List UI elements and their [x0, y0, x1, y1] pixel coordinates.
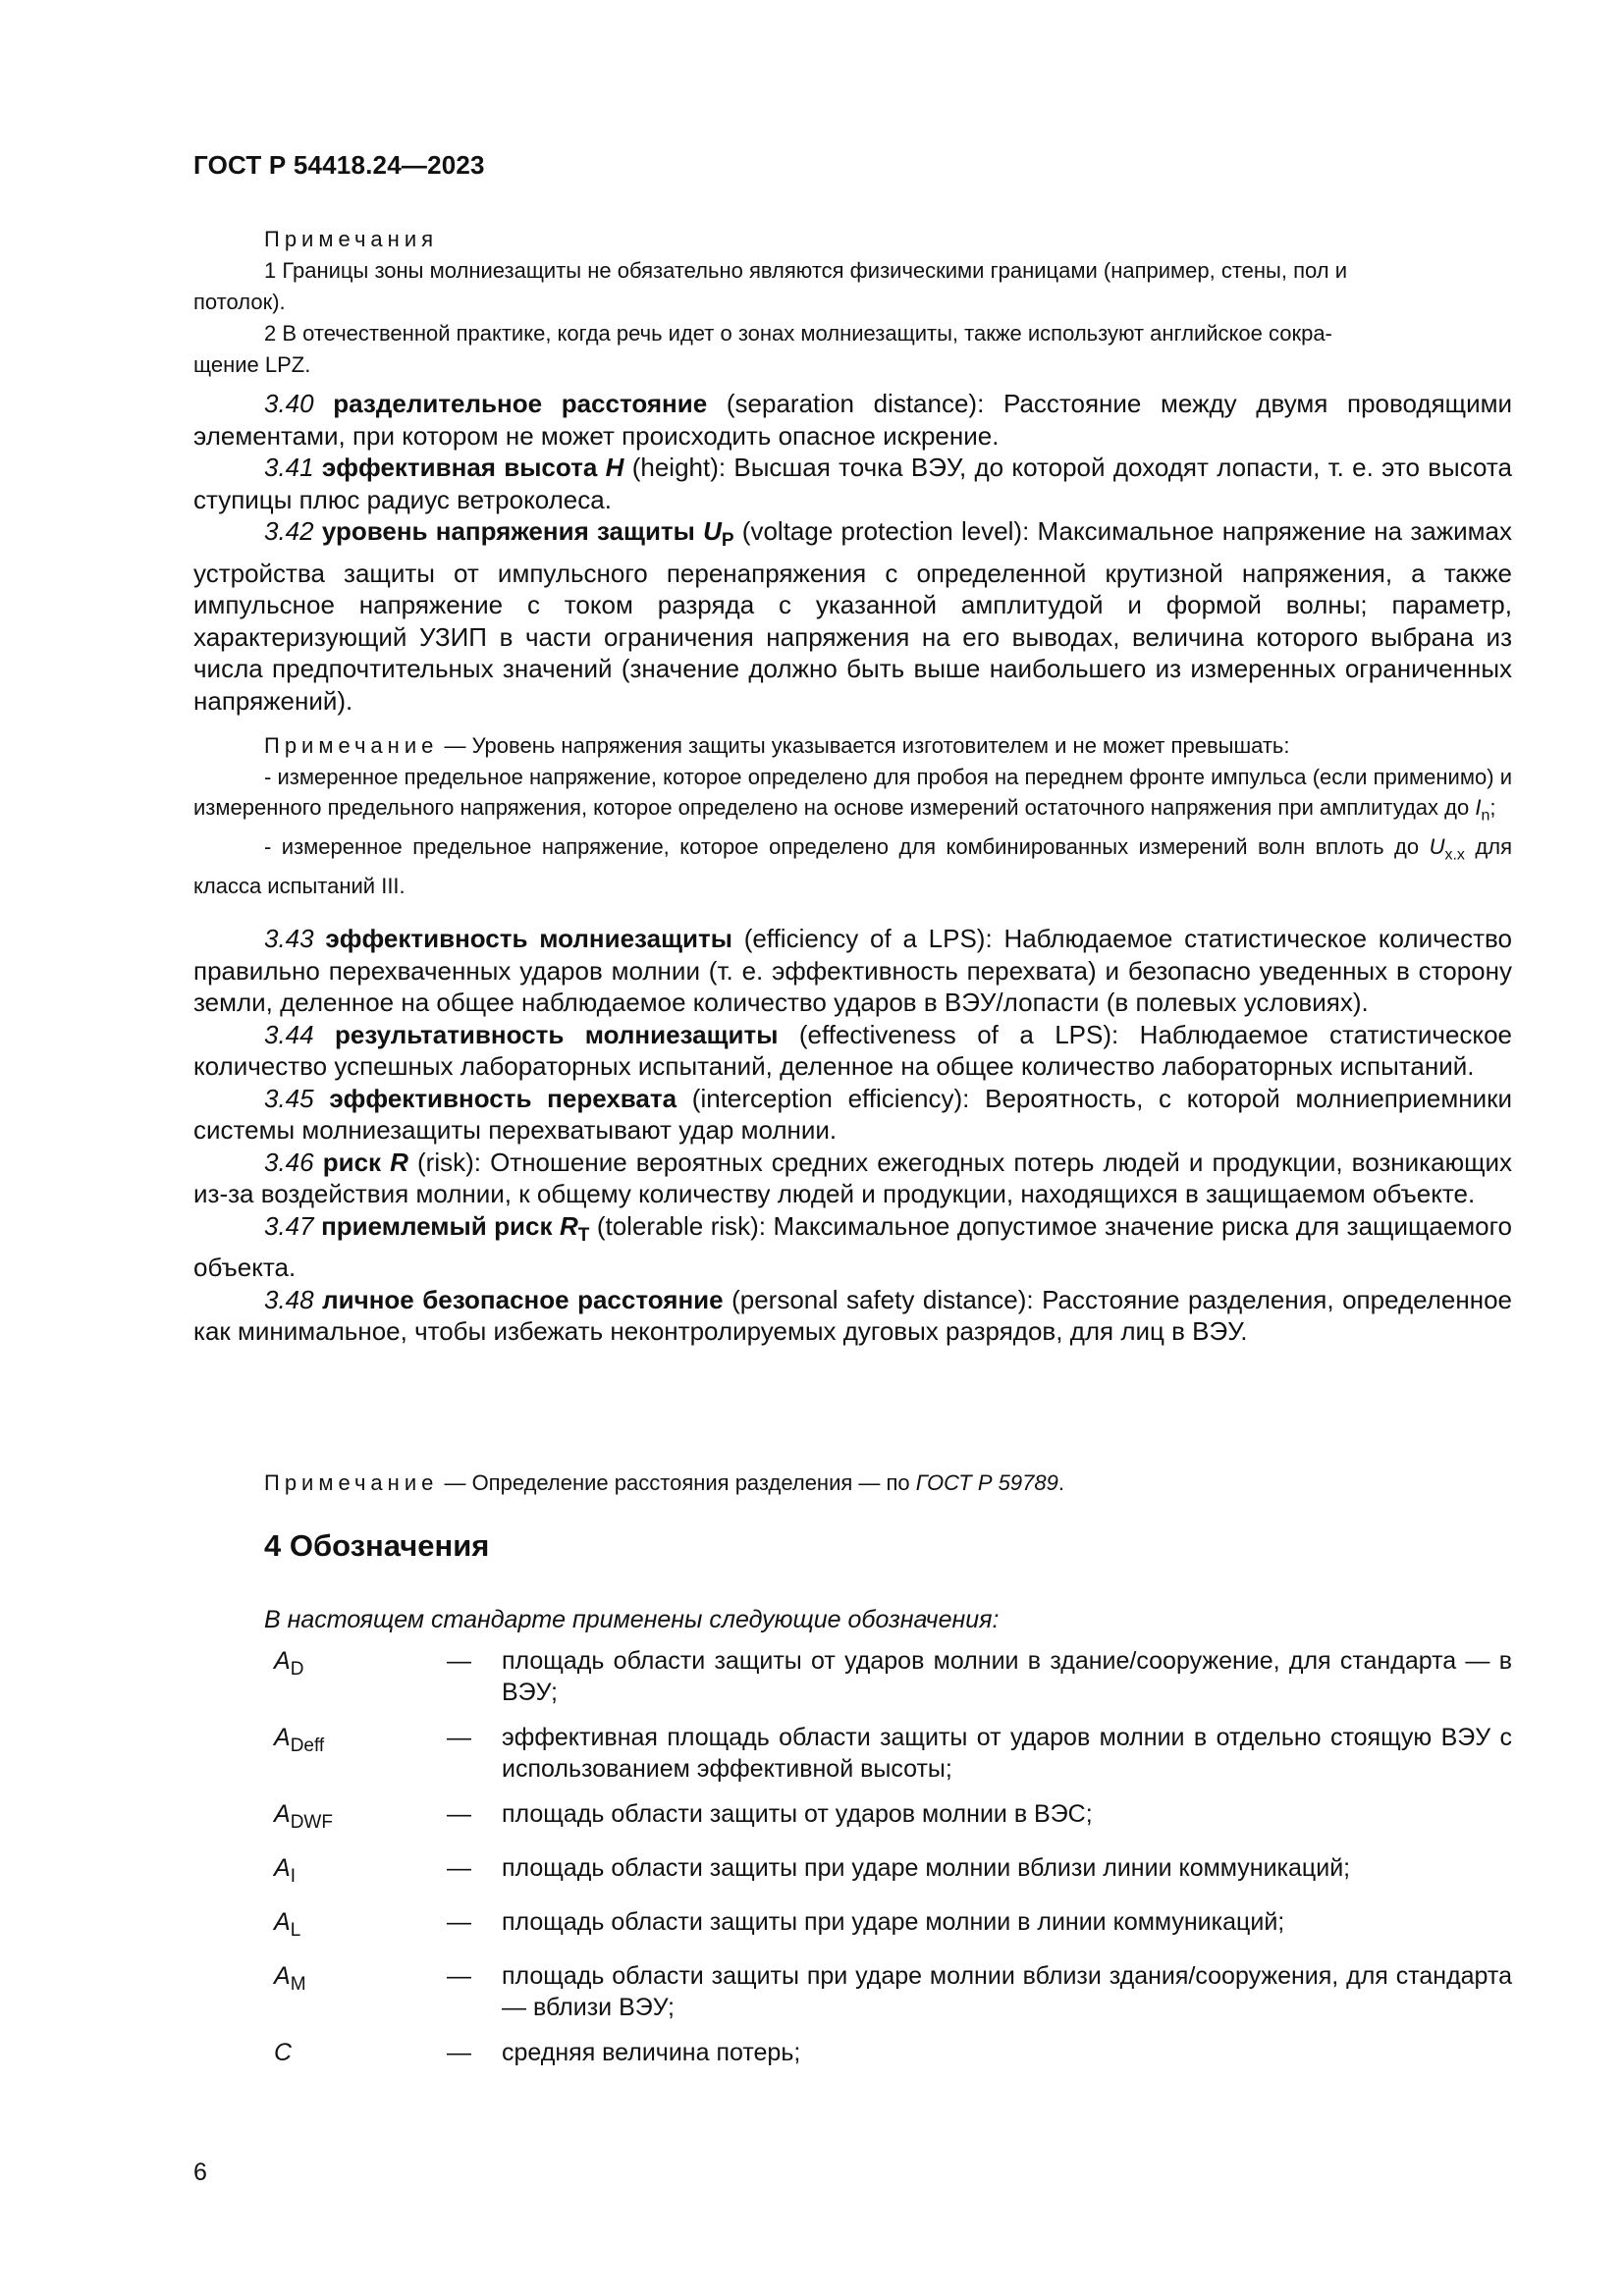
term-3-45 [193, 1083, 1512, 1147]
term-name: личное безопасное расстояние [322, 1284, 724, 1314]
term-definition: (separation distance): Расстояние между двумя проводящими элементами, при котором не может происходить опасное искрение. [193, 389, 1512, 451]
term-number: 3.47 [264, 1210, 314, 1241]
term-3-48 [193, 1284, 1512, 1348]
symbol: $A_M$ [274, 1962, 306, 1995]
term-3-46 [193, 1147, 1512, 1210]
dash: — [447, 1854, 471, 1882]
note-voltage-item-2: - измеренное предельное напряжение, которое определено для комбинированных измерений волн вплоть до $U_{x.x}$ для класса испытаний III. [193, 833, 1512, 898]
symbol-description: эффективная площадь области защиты от ударов молнии в отдельно стоящую ВЭУ с использованием эффективной высоты; [502, 1724, 1512, 1783]
symbol-row [264, 1645, 1512, 1708]
symbol-row [264, 1798, 1512, 1839]
term-definition: (interception efficiency): Вероятность, с которой молниеприемники системы молниезащиты перехватывают удар молнии. [193, 1083, 1512, 1145]
term-3-47 [193, 1210, 1512, 1284]
term-3-42 [193, 515, 1512, 717]
symbol: $A_I$ [274, 1854, 296, 1887]
term-symbol: $U_P$ [703, 516, 734, 552]
note-line-3: 2 В отечественной практике, когда речь идет о зонах молниезащиты, также используют английское сокра- [264, 321, 1332, 346]
terms-group-a [193, 388, 1512, 717]
note-text: — Уровень напряжения защиты указывается изготовителем и не может превышать: [438, 733, 1290, 758]
note-line-1: 1 Границы зоны молниезащиты не обязательно являются физическими границами (например, стены, пол и [264, 258, 1347, 283]
term-definition: (voltage protection level): Максимальное напряжение на зажимах устройства защиты от импульсного перенапряжения с определенной крутизной напряжения, а также импульсное напряжение с током разряда с указанной амплитудой и формой волны; параметр, характеризующий УЗИП в части ограничения напряжения на его выводах, величина которого выбрана из числа предпочтительных значений (значение должно быть выше наибольшего из измеренных ограниченных напряжений). [193, 516, 1512, 716]
term-definition: (tolerable risk): Максимальное допустимое значение риска для защищаемого объекта. [193, 1210, 1512, 1283]
symbol: $A_{DWF}$ [274, 1800, 333, 1833]
term-3-43 [193, 923, 1512, 1019]
term-definition: (efficiency of a LPS): Наблюдаемое статистическое количество правильно перехваченных ударов молнии (т. е. эффективность перехвата) и безопасно уведенных в сторону земли, деленное на общее наблюдаемое количество ударов в ВЭУ/лопасти (в полевых условиях). [193, 924, 1512, 1017]
term-symbol: H [605, 453, 624, 482]
symbol-description: площадь области защиты при ударе молнии вблизи здания/сооружения, для стандарта — вблизи ВЭУ; [502, 1962, 1512, 2021]
symbol-description: площадь области защиты от ударов молнии в здание/сооружение, для стандарта — в ВЭУ; [502, 1647, 1512, 1706]
term-3-44 [193, 1019, 1512, 1083]
term-number: 3.45 [264, 1083, 314, 1113]
term-name: уровень напряжения защиты [321, 516, 695, 546]
term-number: 3.48 [264, 1284, 314, 1314]
section-intro: В настоящем стандарте применены следующие обозначения: [264, 1606, 1000, 1633]
symbol-row [264, 1960, 1512, 2023]
dash: — [447, 1800, 471, 1828]
term-name: эффективность молниезащиты [325, 924, 732, 953]
notes-block [193, 224, 1512, 381]
term-name: эффективность перехвата [329, 1083, 677, 1113]
term-number: 3.40 [264, 389, 314, 418]
dash: — [447, 1908, 471, 1936]
symbol-description: площадь области защиты от ударов молнии в ВЭС; [502, 1800, 1093, 1828]
dash: — [447, 1724, 471, 1751]
symbol-description: средняя величина потерь; [502, 2039, 801, 2066]
term-number: 3.43 [264, 924, 314, 953]
term-number: 3.44 [264, 1019, 314, 1049]
note-label: Примечание [264, 1470, 439, 1495]
note-distance: Примечание — Определение расстояния разделения — по ГОСТ Р 59789. [264, 1470, 1064, 1495]
term-name: приемлемый риск [321, 1210, 553, 1241]
term-3-40 [193, 388, 1512, 452]
term-symbol: $R_T$ [559, 1210, 590, 1246]
symbol-description: площадь области защиты при ударе молнии вблизи линии коммуникаций; [502, 1854, 1351, 1882]
page-number: 6 [193, 2159, 207, 2186]
note-voltage-head [193, 730, 1512, 762]
term-3-41 [193, 452, 1512, 515]
term-number: 3.42 [264, 516, 314, 546]
standard-reference: ГОСТ Р 59789 [915, 1470, 1058, 1495]
symbol-row [264, 1906, 1512, 1947]
document-code-header: ГОСТ Р 54418.24—2023 [193, 150, 485, 180]
term-name: результативность молниезащиты [335, 1019, 779, 1049]
symbol-row [264, 1722, 1512, 1785]
term-definition: (personal safety distance): Расстояние разделения, определенное как минимальное, чтобы избежать неконтролируемых дуговых разрядов, для лиц в ВЭУ. [193, 1284, 1512, 1347]
term-number: 3.46 [264, 1147, 314, 1177]
dash: — [447, 2039, 471, 2066]
section-title: 4 Обозначения [264, 1528, 490, 1563]
symbol: $A_D$ [274, 1647, 304, 1680]
term-name: эффективная высота [321, 453, 598, 482]
note-line-4: щение LPZ. [193, 352, 311, 377]
symbol-row [264, 2037, 1512, 2077]
term-definition: (height): Высшая точка ВЭУ, до которой доходят лопасти, т. е. это высота ступицы плюс радиус ветроколеса. [193, 453, 1512, 514]
term-name: риск [322, 1147, 382, 1177]
term-definition: (effectiveness of a LPS): Наблюдаемое статистическое количество успешных лабораторных испытаний, деленное на общее количество лабораторных испытаний. [193, 1019, 1512, 1081]
note-text: — Определение расстояния разделения — по [438, 1470, 916, 1495]
terms-group-b [193, 923, 1512, 1348]
note-voltage [193, 730, 1512, 901]
symbol: $A_{Deff}$ [274, 1724, 325, 1756]
note-line-2: потолок). [193, 290, 286, 314]
note-label: Примечание [264, 733, 439, 758]
term-symbol: R [390, 1147, 408, 1177]
term-name: разделительное расстояние [333, 389, 708, 418]
symbol-row [264, 1852, 1512, 1893]
symbol: $A_L$ [274, 1908, 301, 1941]
term-definition: (risk): Отношение вероятных средних ежегодных потерь людей и продукции, возникающих из-за воздействия молнии, к общему количеству людей и продукции, находящихся в защищаемом объекте. [193, 1147, 1512, 1208]
dash: — [447, 1647, 471, 1675]
symbol-description: площадь области защиты при ударе молнии в линии коммуникаций; [502, 1908, 1285, 1936]
note-voltage-item-1: - измеренное предельное напряжение, которое определено для пробоя на переднем фронте импульса (если применимо) и измеренного предельного напряжения, которое определено на основе измерений остаточного напряжения при амплитудах до $I_n$; [193, 764, 1512, 825]
term-number: 3.41 [264, 453, 314, 482]
symbol: C [274, 2039, 293, 2066]
notes-title: Примечания [264, 227, 439, 251]
symbol-list [264, 1645, 1512, 2091]
dash: — [447, 1962, 471, 1990]
